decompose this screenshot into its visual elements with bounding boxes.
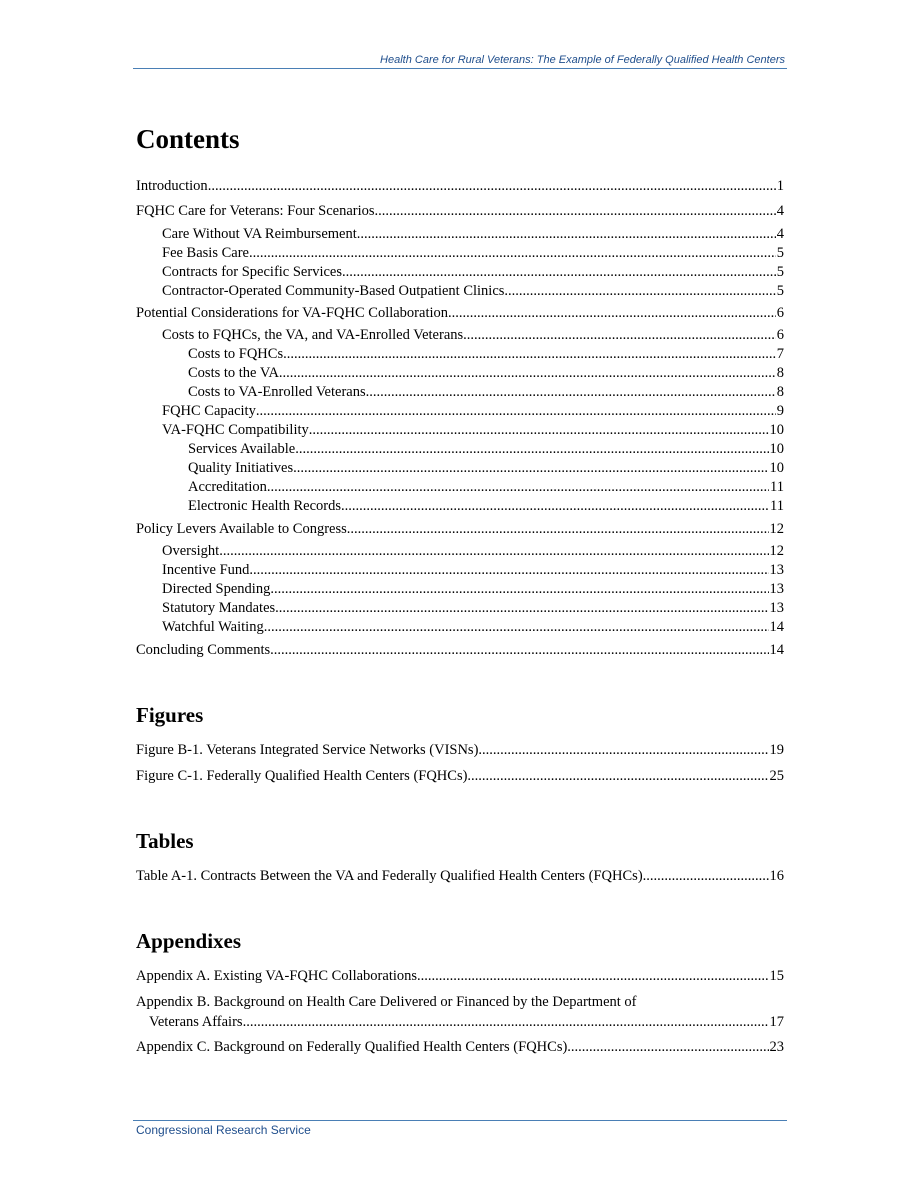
- dot-leader: [275, 600, 768, 617]
- toc-entry[interactable]: [162, 600, 784, 617]
- toc-entry-page: 13: [769, 581, 784, 597]
- figure-entry-page: 19: [769, 742, 784, 758]
- toc-entry-label: Costs to FQHCs, the VA, and VA-Enrolled Veterans: [162, 327, 464, 343]
- appendix-entry[interactable]: [136, 1039, 784, 1056]
- toc-entry-label: Policy Levers Available to Congress: [136, 521, 347, 537]
- dot-leader: [309, 422, 769, 439]
- toc-entry[interactable]: [188, 384, 784, 401]
- toc-entry[interactable]: [136, 305, 784, 322]
- toc-entry-label: Electronic Health Records: [188, 498, 341, 514]
- toc-entry[interactable]: [136, 521, 784, 538]
- table-entry[interactable]: [136, 868, 784, 885]
- toc-entry-page: 12: [769, 521, 784, 537]
- dot-leader: [478, 742, 768, 759]
- figure-entry-label: Figure B-1. Veterans Integrated Service Networks (VISNs): [136, 742, 479, 758]
- appendix-entry-continued[interactable]: [149, 1014, 784, 1031]
- toc-entry-page: 10: [769, 422, 784, 438]
- dot-leader: [366, 384, 776, 401]
- dot-leader: [264, 619, 769, 636]
- toc-entry-label: Services Available: [188, 441, 296, 457]
- toc-entry-page: 13: [769, 600, 784, 616]
- appendix-entry-label: Appendix C. Background on Federally Qualified Health Centers (FQHCs): [136, 1039, 568, 1055]
- toc-entry-label: Care Without VA Reimbursement: [162, 226, 357, 242]
- toc-entry-label: Introduction: [136, 178, 208, 194]
- toc-entry-label: FQHC Care for Veterans: Four Scenarios: [136, 203, 375, 219]
- appendix-entry-page: 15: [769, 968, 784, 984]
- toc-entry-page: 4: [776, 203, 784, 219]
- toc-entry[interactable]: [188, 441, 784, 458]
- dot-leader: [357, 226, 776, 243]
- contents-heading: Contents: [136, 124, 240, 154]
- toc-entry-label: Contractor-Operated Community-Based Outpatient Clinics: [162, 283, 505, 299]
- table-entry-page: 16: [769, 868, 784, 884]
- toc-entry-page: 6: [776, 305, 784, 321]
- toc-entry-label: FQHC Capacity: [162, 403, 256, 419]
- dot-leader: [341, 498, 769, 515]
- toc-entry-label: Statutory Mandates: [162, 600, 276, 616]
- dot-leader: [270, 581, 768, 598]
- toc-entry-label: Costs to VA-Enrolled Veterans: [188, 384, 366, 400]
- dot-leader: [347, 521, 769, 538]
- dot-leader: [504, 283, 775, 300]
- toc-entry-page: 1: [776, 178, 784, 194]
- dot-leader: [293, 460, 768, 477]
- dot-leader: [295, 441, 768, 458]
- toc-entry-label: Contracts for Specific Services: [162, 264, 342, 280]
- toc-entry-page: 8: [776, 384, 784, 400]
- dot-leader: [643, 868, 769, 885]
- toc-entry-label: Potential Considerations for VA-FQHC Collaboration: [136, 305, 449, 321]
- toc-entry-label: Quality Initiatives: [188, 460, 294, 476]
- header-rule: [133, 68, 787, 69]
- toc-entry[interactable]: [162, 619, 784, 636]
- dot-leader: [567, 1039, 768, 1056]
- toc-entry-page: 5: [776, 283, 784, 299]
- toc-entry-page: 14: [769, 642, 784, 658]
- dot-leader: [417, 968, 768, 985]
- toc-entry-page: 10: [769, 460, 784, 476]
- appendix-entry-page: 17: [769, 1014, 784, 1030]
- toc-entry-page: 6: [776, 327, 784, 343]
- dot-leader: [249, 245, 776, 262]
- toc-entry-label: Watchful Waiting: [162, 619, 264, 635]
- toc-entry-label: Accreditation: [188, 479, 267, 495]
- toc-entry[interactable]: [162, 264, 784, 281]
- appendix-entry-label-line2: Veterans Affairs: [149, 1014, 243, 1030]
- dot-leader: [279, 365, 776, 382]
- toc-entry[interactable]: [162, 581, 784, 598]
- toc-entry-label: Fee Basis Care: [162, 245, 249, 261]
- toc-entry-page: 12: [769, 543, 784, 559]
- toc-entry-page: 9: [776, 403, 784, 419]
- appendixes-heading: Appendixes: [136, 929, 242, 953]
- toc-entry-label: Incentive Fund: [162, 562, 250, 578]
- toc-entry[interactable]: [136, 642, 784, 659]
- toc-entry[interactable]: [162, 543, 784, 560]
- toc-entry-page: 14: [769, 619, 784, 635]
- toc-entry[interactable]: [188, 498, 784, 515]
- toc-entry[interactable]: [136, 178, 784, 195]
- toc-entry[interactable]: [162, 327, 784, 344]
- toc-entry-label: Directed Spending: [162, 581, 271, 597]
- dot-leader: [208, 178, 776, 195]
- toc-entry[interactable]: [188, 365, 784, 382]
- dot-leader: [448, 305, 776, 322]
- appendix-entry-label-line1: Appendix B. Background on Health Care Delivered or Financed by the Department of: [136, 994, 637, 1010]
- dot-leader: [283, 346, 776, 363]
- toc-entry-page: 10: [769, 441, 784, 457]
- toc-entry[interactable]: [188, 479, 784, 496]
- dot-leader: [219, 543, 768, 560]
- toc-entry-page: 5: [776, 245, 784, 261]
- dot-leader: [249, 562, 768, 579]
- toc-entry-page: 11: [770, 498, 784, 514]
- appendix-entry-page: 23: [769, 1039, 784, 1055]
- toc-entry[interactable]: [162, 283, 784, 300]
- toc-entry[interactable]: [136, 203, 784, 220]
- dot-leader: [243, 1014, 769, 1031]
- figure-entry-page: 25: [769, 768, 784, 784]
- tables-heading: Tables: [136, 829, 194, 853]
- footer-rule: [133, 1120, 787, 1121]
- figure-entry[interactable]: [136, 742, 784, 759]
- toc-entry-page: 13: [769, 562, 784, 578]
- toc-entry[interactable]: [188, 346, 784, 363]
- toc-entry-page: 4: [776, 226, 784, 242]
- toc-entry-page: 8: [776, 365, 784, 381]
- figures-heading: Figures: [136, 703, 204, 727]
- figure-entry[interactable]: [136, 768, 784, 785]
- toc-entry-label: Costs to FQHCs: [188, 346, 284, 362]
- dot-leader: [270, 642, 768, 659]
- appendix-entry[interactable]: [136, 968, 784, 985]
- dot-leader: [256, 403, 776, 420]
- dot-leader: [375, 203, 776, 220]
- dot-leader: [342, 264, 776, 281]
- toc-entry-label: VA-FQHC Compatibility: [162, 422, 309, 438]
- toc-entry[interactable]: [162, 562, 784, 579]
- table-entry-label: Table A-1. Contracts Between the VA and Federally Qualified Health Centers (FQHCs): [136, 868, 643, 884]
- toc-entry[interactable]: [162, 422, 784, 439]
- running-header-title: Health Care for Rural Veterans: The Example of Federally Qualified Health Centers: [380, 54, 785, 66]
- dot-leader: [267, 479, 769, 496]
- toc-entry-page: 5: [776, 264, 784, 280]
- appendix-entry[interactable]: [136, 992, 784, 1012]
- dot-leader: [467, 768, 768, 785]
- toc-entry[interactable]: [162, 403, 784, 420]
- running-footer-organization: Congressional Research Service: [136, 1123, 311, 1137]
- dot-leader: [463, 327, 776, 344]
- figure-entry-label: Figure C-1. Federally Qualified Health Centers (FQHCs): [136, 768, 468, 784]
- toc-entry-label: Oversight: [162, 543, 220, 559]
- toc-entry[interactable]: [188, 460, 784, 477]
- toc-entry-label: Concluding Comments: [136, 642, 271, 658]
- toc-entry[interactable]: [162, 245, 784, 262]
- toc-entry-page: 11: [770, 479, 784, 495]
- toc-entry-page: 7: [776, 346, 784, 362]
- toc-entry-label: Costs to the VA: [188, 365, 279, 381]
- appendix-entry-label: Appendix A. Existing VA-FQHC Collaborations: [136, 968, 418, 984]
- toc-entry[interactable]: [162, 226, 784, 243]
